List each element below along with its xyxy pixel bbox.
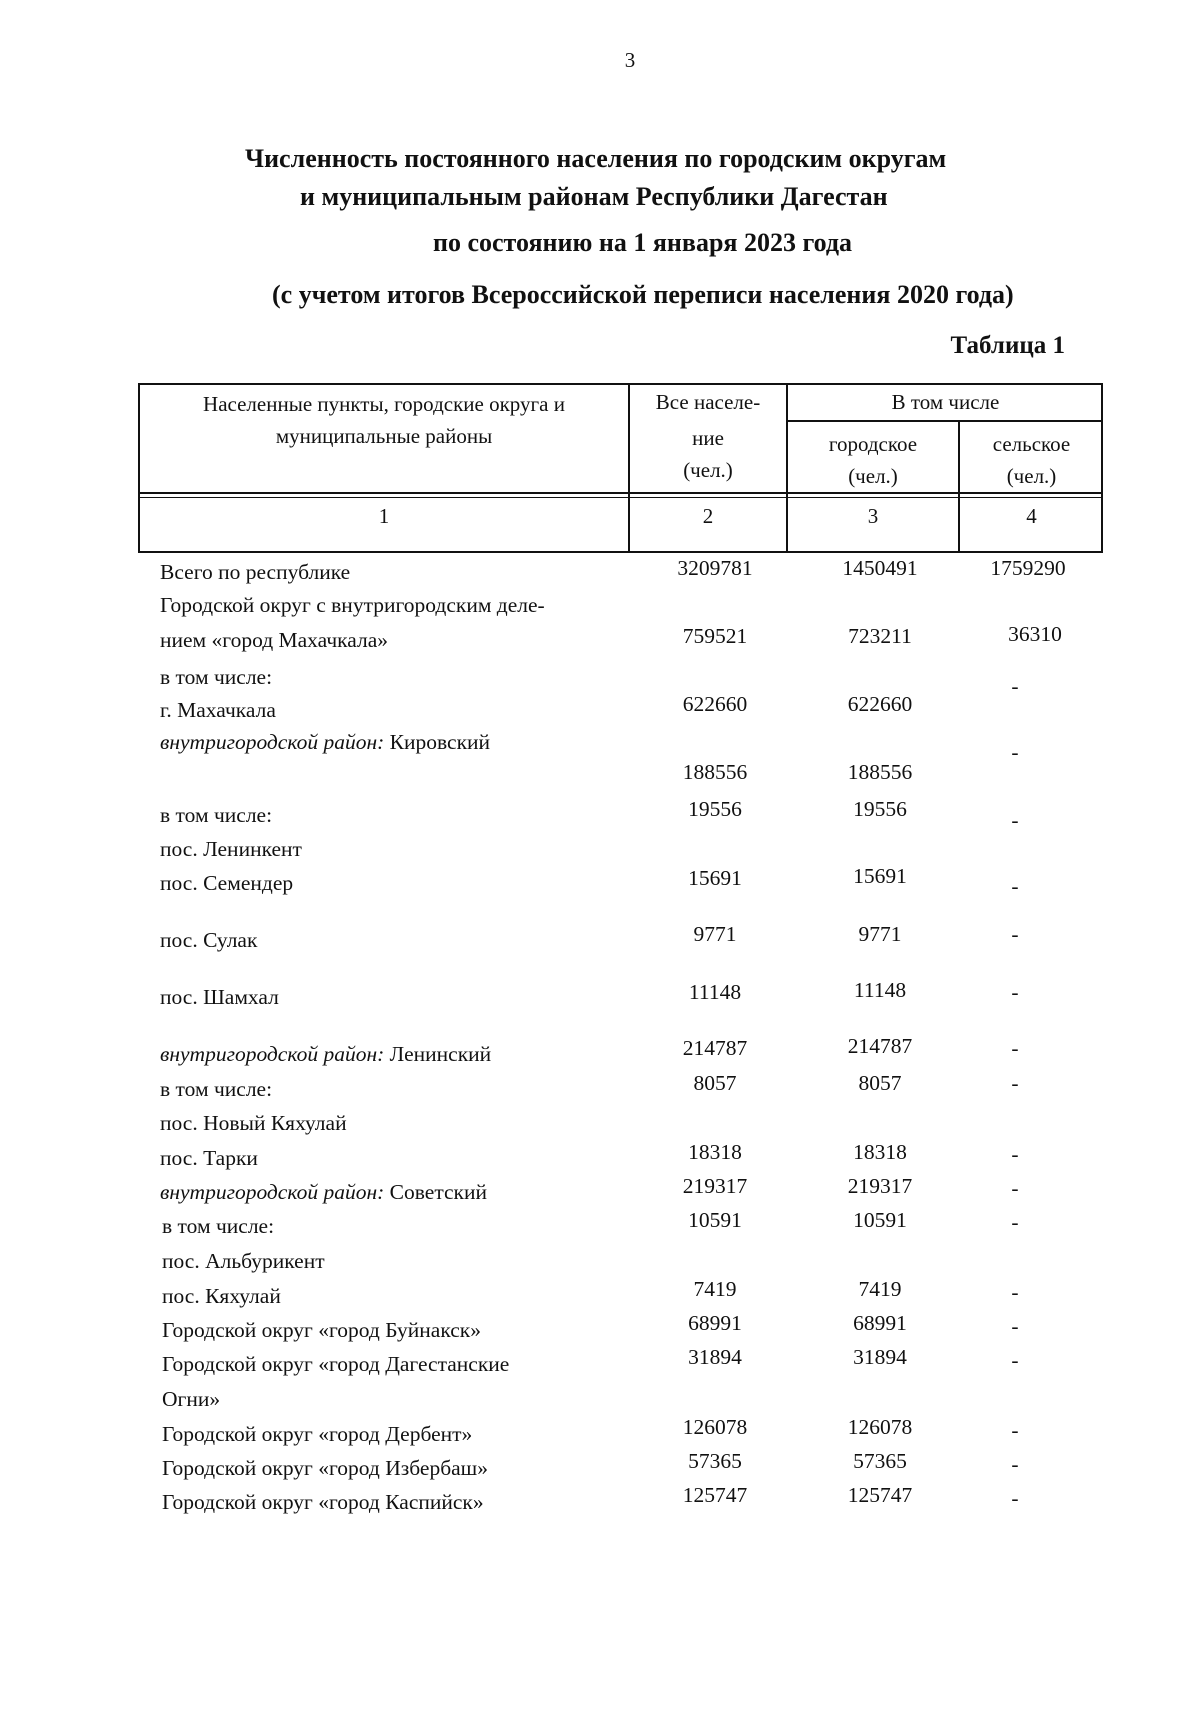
header-col1-line1: Населенные пункты, городские округа и xyxy=(203,392,565,416)
cell-rural: - xyxy=(1011,1280,1019,1304)
row-label: нием «город Махачкала» xyxy=(160,628,389,652)
cell-total: 19556 xyxy=(688,797,742,821)
row-label xyxy=(160,730,490,755)
cell-total: 9771 xyxy=(693,922,737,946)
cell-total: 622660 xyxy=(682,692,748,716)
cell-urban: 19556 xyxy=(853,797,907,821)
title-line-3: по состоянию на 1 января 2023 года xyxy=(433,228,853,257)
cell-rural: - xyxy=(1011,1071,1019,1095)
cell-rural: - xyxy=(1011,1486,1019,1510)
cell-rural: - xyxy=(1011,1452,1019,1476)
cell-total: 18318 xyxy=(688,1140,742,1164)
cell-rural: 36310 xyxy=(1008,622,1062,646)
cell-rural: - xyxy=(1011,1418,1019,1442)
header-num-3: 3 xyxy=(867,504,879,528)
row-label-italic: внутригородской район: xyxy=(160,730,385,754)
cell-total: 11148 xyxy=(688,980,742,1004)
row-label: Городской округ «город Избербаш» xyxy=(162,1456,488,1480)
row-label-rest: Ленинский xyxy=(384,1042,492,1066)
row-label: пос. Ленинкент xyxy=(160,837,302,861)
cell-rural: - xyxy=(1011,922,1019,946)
row-label-italic: внутригородской район: xyxy=(160,1042,385,1066)
cell-total: 7419 xyxy=(693,1277,737,1301)
header-col1 xyxy=(140,388,628,452)
title-line-1: Численность постоянного населения по городским округам xyxy=(245,144,947,173)
header-col2-line3: (чел.) xyxy=(683,458,733,482)
title-line-4: (с учетом итогов Всероссийской переписи населения 2020 года) xyxy=(272,280,1014,309)
page-number: 3 xyxy=(624,48,636,72)
row-label: в том числе: xyxy=(162,1214,275,1238)
row-label: в том числе: xyxy=(160,1077,273,1101)
row-label-italic: внутригородской район: xyxy=(160,1180,385,1204)
row-label: в том числе: xyxy=(160,803,273,827)
header-col2-line1: Все населе- xyxy=(655,390,761,414)
row-label: в том числе: xyxy=(160,665,273,689)
cell-total: 3209781 xyxy=(677,556,753,580)
header-col2-line2: ние xyxy=(692,426,724,450)
cell-urban: 68991 xyxy=(853,1311,907,1335)
cell-urban: 622660 xyxy=(847,692,913,716)
cell-urban: 219317 xyxy=(847,1174,913,1198)
cell-total: 188556 xyxy=(682,760,748,784)
row-label: Огни» xyxy=(162,1387,221,1411)
cell-urban: 1450491 xyxy=(842,556,918,580)
cell-total: 126078 xyxy=(682,1415,748,1439)
header-col2 xyxy=(630,386,786,486)
cell-rural: 1759290 xyxy=(990,556,1066,580)
header-divider xyxy=(786,420,1103,422)
cell-urban: 15691 xyxy=(853,864,907,888)
table-label: Таблица 1 xyxy=(950,332,1065,359)
header-col4-line2: (чел.) xyxy=(1006,464,1057,488)
header-col4-line1: сельское xyxy=(992,432,1071,456)
cell-urban: 126078 xyxy=(847,1415,913,1439)
cell-total: 125747 xyxy=(682,1483,748,1507)
cell-urban: 8057 xyxy=(858,1071,902,1095)
cell-total: 10591 xyxy=(688,1208,742,1232)
header-num-2: 2 xyxy=(702,504,714,528)
cell-total: 8057 xyxy=(693,1071,737,1095)
row-label xyxy=(160,1180,487,1205)
row-label-rest: Советский xyxy=(384,1180,487,1204)
cell-rural: - xyxy=(1011,1314,1019,1338)
row-label: пос. Новый Кяхулай xyxy=(160,1111,347,1135)
header-num-4: 4 xyxy=(1026,504,1037,528)
cell-rural: - xyxy=(1011,1348,1019,1372)
cell-rural: - xyxy=(1011,740,1019,764)
header-col4 xyxy=(960,428,1103,492)
header-col3 xyxy=(788,428,958,492)
cell-total: 57365 xyxy=(688,1449,742,1473)
header-divider xyxy=(138,497,1103,498)
row-label-rest: Кировский xyxy=(384,730,491,754)
cell-rural: - xyxy=(1011,808,1019,832)
row-label xyxy=(160,1042,491,1067)
cell-urban: 18318 xyxy=(853,1140,907,1164)
cell-urban: 57365 xyxy=(853,1449,907,1473)
cell-urban: 11148 xyxy=(853,978,907,1002)
cell-total: 219317 xyxy=(682,1174,748,1198)
cell-rural: - xyxy=(1011,1036,1019,1060)
header-col3-line2: (чел.) xyxy=(848,464,898,488)
row-label: Городской округ «город Буйнакск» xyxy=(162,1318,481,1342)
cell-urban: 10591 xyxy=(853,1208,907,1232)
header-col3-line1: городское xyxy=(828,432,918,456)
cell-rural: - xyxy=(1011,1142,1019,1166)
cell-rural: - xyxy=(1011,1176,1019,1200)
cell-urban: 31894 xyxy=(853,1345,907,1369)
cell-urban: 7419 xyxy=(858,1277,902,1301)
cell-total: 68991 xyxy=(688,1311,742,1335)
header-num-1: 1 xyxy=(378,504,390,528)
cell-total: 214787 xyxy=(682,1036,748,1060)
row-label: Городской округ «город Дагестанские xyxy=(162,1352,510,1376)
row-label: Всего по республике xyxy=(160,560,351,584)
cell-urban: 9771 xyxy=(858,922,902,946)
row-label: пос. Сулак xyxy=(160,928,258,952)
title-line-2: и муниципальным районам Республики Дагестан xyxy=(300,182,888,211)
row-label: пос. Альбурикент xyxy=(162,1249,325,1273)
header-col1-line2: муниципальные районы xyxy=(275,424,493,448)
cell-urban: 723211 xyxy=(848,624,912,648)
header-group: В том числе xyxy=(891,390,1000,414)
row-label: Городской округ «город Дербент» xyxy=(162,1422,473,1446)
row-label: Городской округ с внутригородским деле- xyxy=(160,593,545,617)
row-label: г. Махачкала xyxy=(160,698,276,722)
cell-rural: - xyxy=(1011,980,1019,1004)
row-label: пос. Тарки xyxy=(160,1146,258,1170)
cell-urban: 125747 xyxy=(847,1483,913,1507)
cell-urban: 214787 xyxy=(847,1034,913,1058)
cell-rural: - xyxy=(1011,874,1019,898)
cell-rural: - xyxy=(1011,1210,1019,1234)
cell-total: 759521 xyxy=(682,624,748,648)
cell-total: 31894 xyxy=(688,1345,742,1369)
row-label: пос. Кяхулай xyxy=(162,1284,281,1308)
cell-urban: 188556 xyxy=(847,760,913,784)
row-label: пос. Семендер xyxy=(160,871,294,895)
row-label: Городской округ «город Каспийск» xyxy=(162,1490,484,1514)
cell-rural: - xyxy=(1011,674,1019,698)
header-divider xyxy=(138,492,1103,494)
row-label: пос. Шамхал xyxy=(160,985,279,1009)
cell-total: 15691 xyxy=(688,866,742,890)
